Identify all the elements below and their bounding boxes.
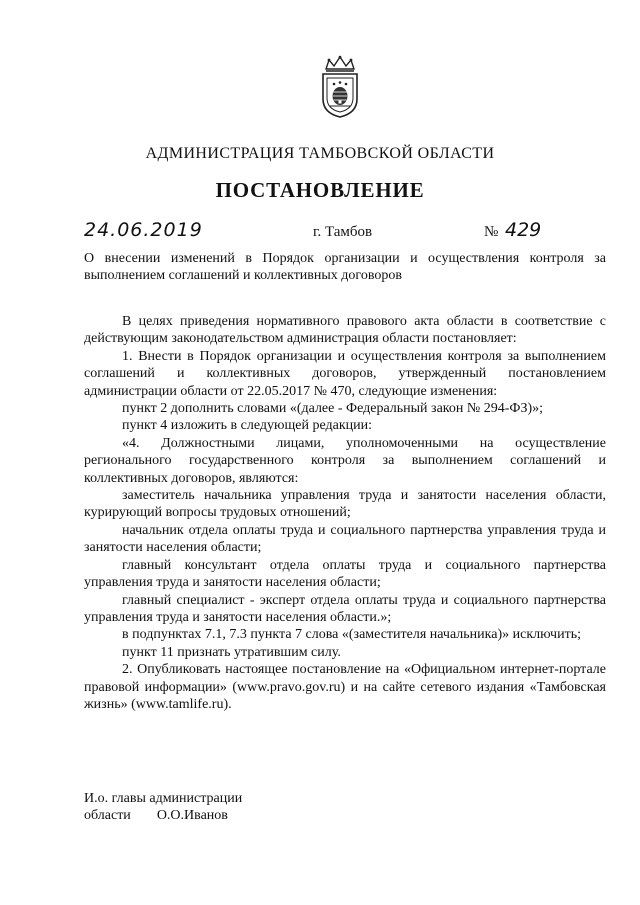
body-paragraph: пункт 2 дополнить словами «(далее - Федеральный закон № 294-ФЗ)»; xyxy=(122,401,544,417)
document-number: 429 xyxy=(505,219,542,241)
body-paragraph: «4. Должностными лицами, уполномоченными на осуществление регионального государственного контроля за выполнением соглашений и коллективных договоров, являются: xyxy=(84,435,606,486)
body-paragraph: в подпунктах 7.1, 7.3 пункта 7 слова «(заместителя начальника)» исключить; xyxy=(122,627,581,643)
body-paragraph: пункт 4 изложить в следующей редакции: xyxy=(122,418,372,434)
body-paragraph: начальник отдела оплаты труда и социального партнерства управления труда и занятости населения области; xyxy=(84,522,606,556)
document-city: г. Тамбов xyxy=(313,224,373,240)
document-number-label: № xyxy=(484,224,499,240)
signatory-line xyxy=(84,807,242,824)
body-paragraph: 1. Внести в Порядок организации и осуществления контроля за выполнением соглашений и коллективных договоров, утвержденный постановлением администрации области от 22.05.2017 № 470, следующие изменения: xyxy=(84,348,606,399)
signature-block xyxy=(84,790,242,824)
document-type-title: ПОСТАНОВЛЕНИЕ xyxy=(215,178,425,202)
document-date: 24.06.2019 xyxy=(84,219,203,241)
body-paragraph: 2. Опубликовать настоящее постановление на «Официальном интернет-портале правовой информации» (www.pravo.gov.ru) и на сайте сетевого издания «Тамбовская жизнь» (www.tamlife.ru). xyxy=(84,662,606,712)
signatory-position: И.о. главы администрации xyxy=(84,791,243,806)
signatory-name: О.О.Иванов xyxy=(156,808,228,823)
tambov-region-coat-of-arms-icon xyxy=(318,55,362,119)
body-paragraph: заместитель начальника управления труда и занятости населения области, курирующий вопросы трудовых отношений; xyxy=(84,488,606,521)
administration-title: АДМИНИСТРАЦИЯ ТАМБОВСКОЙ ОБЛАСТИ xyxy=(145,145,495,162)
document-body xyxy=(84,313,606,713)
body-paragraph: пункт 11 признать утратившим силу. xyxy=(122,644,341,660)
body-paragraph: главный консультант отдела оплаты труда и социального партнерства управления труда и занятости населения области; xyxy=(84,557,606,591)
document-subject: О внесении изменений в Порядок организации и осуществления контроля за выполнением соглашений и коллективных договоров xyxy=(84,251,606,283)
body-paragraph: главный специалист - эксперт отдела оплаты труда и социального партнерства управления труда и занятости населения области.»; xyxy=(84,592,606,625)
signatory-position-cont: области xyxy=(84,808,131,823)
body-paragraph: В целях приведения нормативного правового акта области в соответствие с действующим законодательством администрация области постановляет: xyxy=(84,314,606,347)
